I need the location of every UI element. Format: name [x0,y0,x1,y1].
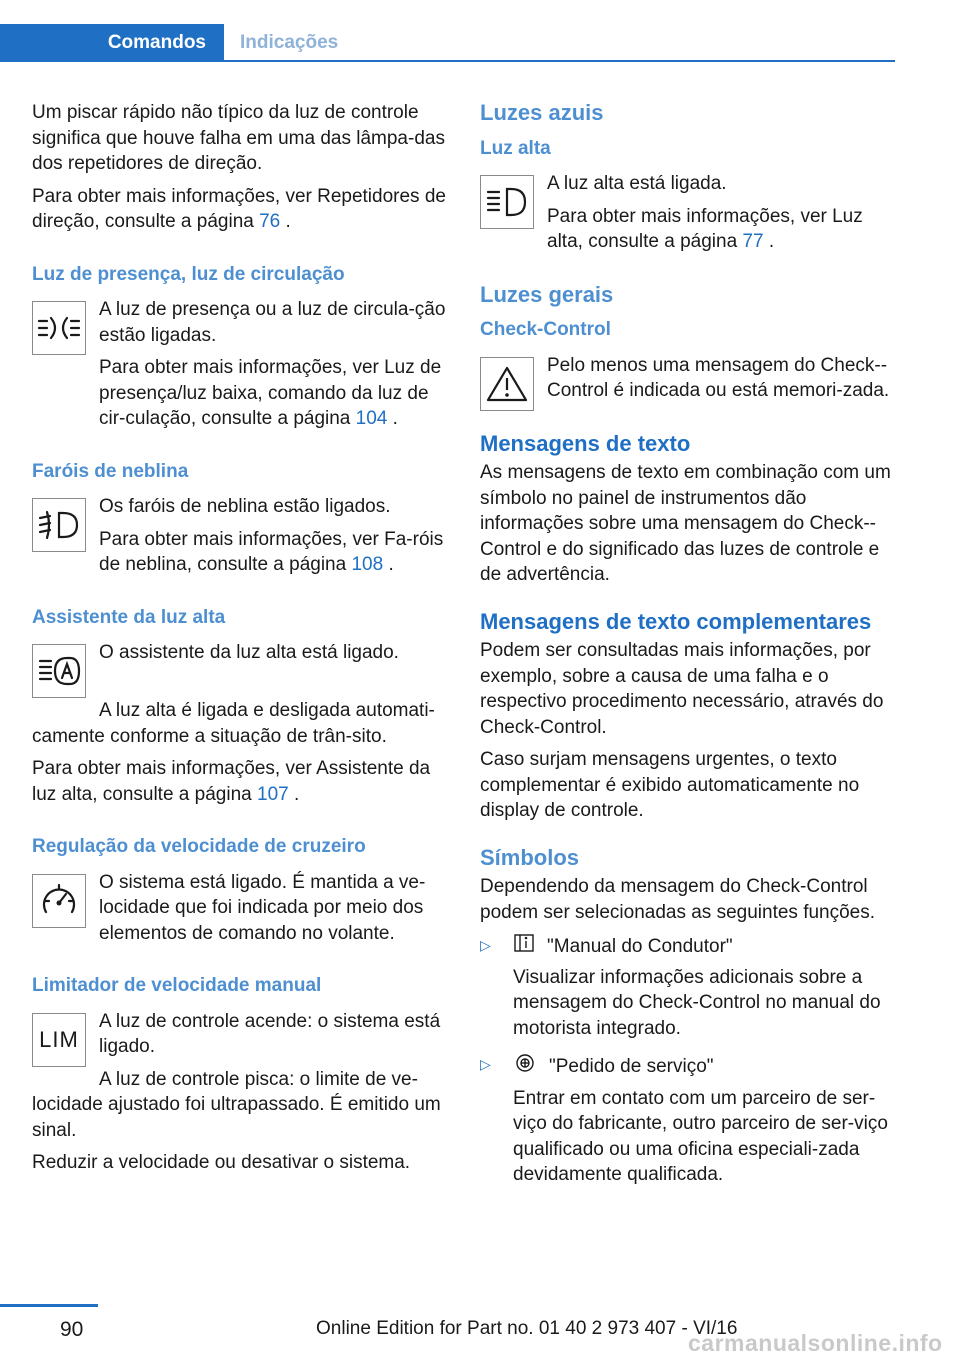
paragraph: A luz alta está ligada. [547,173,727,194]
service-request-icon [513,1052,537,1082]
section-title-symbols: Símbolos [480,844,580,870]
paragraph: A luz de presença ou a luz de circula‐ção estão ligadas. [99,299,446,346]
section-title-presence: Luz de presença, luz de circulação [32,263,345,285]
section-title-high: Luz alta [480,137,551,159]
section-title-fog: Faróis de neblina [32,460,189,482]
paragraph: O sistema está ligado. É mantida a ve‐locidade que foi indicada por meio dos elementos de comando no volante. [99,871,426,944]
paragraph: As mensagens de texto em combinação com um símbolo no painel de instrumentos dão informações sobre uma mensagem do Check‐-Control e do significado das luzes de controle e de advertência. [480,462,891,585]
cruise-control-icon [32,874,86,928]
page-link[interactable]: 108 [351,554,384,575]
list-item-label[interactable]: "Manual do Condutor" [547,935,733,957]
paragraph: Caso surjam mensagens urgentes, o texto complementar é exibido automaticamente no display de controle. [480,749,860,821]
section-title-complementary: Mensagens de texto complementares [480,608,872,634]
high-beam-icon [480,175,534,229]
tab-comandos[interactable]: Comandos [0,24,224,62]
paragraph: Os faróis de neblina estão ligados. [99,496,391,517]
page-link[interactable]: 104 [355,408,388,429]
section-title-check: Check-Control [480,319,611,340]
header-rule [0,60,895,62]
paragraph: A luz alta é ligada e desligada automati‐camente conforme a situação de trân‐sito. [32,700,435,747]
speed-limiter-icon: LIM [32,1013,86,1067]
section-title-blue: Luzes azuis [480,100,604,125]
paragraph: A luz de controle acende: o sistema está ligado. [99,1010,441,1057]
speed-limiter-row [32,1009,450,1067]
fog-light-row [32,494,450,585]
paragraph: Pelo menos uma mensagem do Check‐-Control é indicada ou está memori‐zada. [547,354,890,401]
bullet-arrow-icon: ▷ [480,1056,491,1072]
warning-triangle-icon [480,357,534,411]
paragraph: O assistente da luz alta está ligado. [99,642,399,663]
paragraph: Para obter mais informações, ver Repetidores de direção, consulte a página 76 . [32,185,446,232]
watermark: carmanualsonline.info [688,1330,943,1356]
tab-indicacoes[interactable]: Indicações [240,32,339,53]
section-title-cruise: Regulação da velocidade de cruzeiro [32,836,366,857]
paragraph: A luz de controle pisca: o limite de ve‐locidade ajustado foi ultrapassado. É emitido um sinal. [32,1068,441,1141]
list-item-label[interactable]: "Pedido de serviço" [549,1055,714,1077]
section-title-general: Luzes gerais [480,281,614,307]
high-beam-assistant-icon [32,644,86,698]
edition-text: Online Edition for Part no. 01 40 2 973 407 - VI/16 [316,1318,738,1339]
manual-book-icon [513,933,535,961]
paragraph: Para obter mais informações, ver Luz de presença/luz baixa, comando da luz de cir‐culação, consulte a página 104 . [99,357,442,429]
left-column [32,100,450,1183]
high-beam-row [480,171,898,262]
list-item [480,1052,898,1195]
paragraph: Dependendo da mensagem do Check-Control podem ser selecionadas as seguintes funções. [480,876,876,923]
check-control-row [480,353,898,411]
presence-light-row [32,297,450,355]
list-item [480,933,898,1048]
paragraph: Podem ser consultadas mais informações, por exemplo, sobre a causa de uma falha e o respectivo procedimento necessário, através do Check-Control. [480,640,884,738]
page-link[interactable]: 76 [259,211,281,232]
list-item-desc: Entrar em contato com um parceiro de ser‐viço do fabricante, outro parceiro de ser‐viço qualificado ou uma oficina especiali‐zada devidamente qualificada. [513,1087,888,1185]
cruise-control-row [32,870,450,954]
section-title-text-messages: Mensagens de texto [480,430,691,456]
section-title-limiter: Limitador de velocidade manual [32,975,322,996]
paragraph: Reduzir a velocidade ou desativar o sistema. [32,1152,411,1173]
paragraph: Para obter mais informações, ver Luz alta, consulte a página 77 . [547,205,863,252]
page-link[interactable]: 77 [742,231,764,252]
right-column [480,100,898,1195]
page-link[interactable]: 107 [257,783,289,805]
page-header [0,0,960,62]
list-item-desc: Visualizar informações adicionais sobre a mensagem do Check-Control no manual do motorista integrado. [513,966,881,1039]
parking-light-icon [32,301,86,355]
paragraph: Para obter mais informações, ver Fa‐róis de neblina, consulte a página 108 . [99,528,444,575]
section-title-assist: Assistente da luz alta [32,606,226,628]
paragraph: Um piscar rápido não típico da luz de controle significa que houve falha em uma das lâmpa‐das dos repetidores de direção. [32,102,445,174]
page-number: 90 [60,1318,84,1341]
high-beam-assist-row [32,640,450,698]
paragraph: Para obter mais informações, ver Assistente da luz alta, consulte a página 107 . [32,758,431,805]
fog-light-icon [32,498,86,552]
footer-rule [0,1304,98,1307]
bullet-arrow-icon: ▷ [480,937,491,953]
